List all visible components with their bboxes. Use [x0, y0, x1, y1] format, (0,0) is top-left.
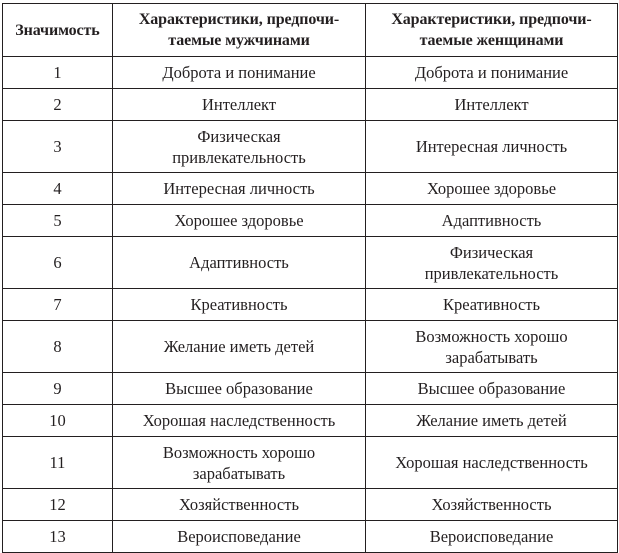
cell-women-line2: привлекательность: [424, 263, 559, 283]
cell-men-line2: зарабатывать: [192, 463, 286, 483]
cell-men: Интеллект: [113, 89, 366, 121]
cell-men: Креативность: [113, 289, 366, 321]
table-row: [3, 89, 618, 121]
cell-men: Адаптивность: [113, 237, 366, 289]
cell-women: [366, 321, 618, 373]
header-rank: Значимость: [3, 4, 113, 57]
cell-women: Адаптивность: [366, 205, 618, 237]
cell-women: Креативность: [366, 289, 618, 321]
cell-rank: 8: [3, 321, 113, 373]
cell-rank: 2: [3, 89, 113, 121]
cell-women: Доброта и понимание: [366, 57, 618, 89]
cell-rank: 11: [3, 437, 113, 489]
cell-men: Высшее образование: [113, 373, 366, 405]
cell-women: Желание иметь детей: [366, 405, 618, 437]
cell-men: Желание иметь детей: [113, 321, 366, 373]
cell-rank: 10: [3, 405, 113, 437]
cell-men-line1: Физическая: [197, 126, 281, 146]
table-row: [3, 205, 618, 237]
table-row: [3, 521, 618, 553]
cell-women: Интересная личность: [366, 121, 618, 173]
table-row: [3, 57, 618, 89]
cell-rank: 9: [3, 373, 113, 405]
header-women-line1: Характеристики, предпочи-: [391, 11, 592, 28]
cell-men-line1: Возможность хорошо: [162, 442, 316, 462]
cell-women-line1: Физическая: [449, 242, 534, 262]
preferences-table: [2, 3, 618, 553]
cell-rank: 3: [3, 121, 113, 173]
header-women-line2: таемые женщинами: [419, 32, 564, 49]
cell-rank: 13: [3, 521, 113, 553]
cell-women: Вероисповедание: [366, 521, 618, 553]
cell-rank: 6: [3, 237, 113, 289]
cell-women: Интеллект: [366, 89, 618, 121]
table-row: [3, 121, 618, 173]
table-row: [3, 437, 618, 489]
cell-women-line2: зарабатывать: [445, 347, 538, 367]
table-row: [3, 289, 618, 321]
header-men-line1: Характеристики, предпочи-: [138, 11, 340, 28]
cell-rank: 5: [3, 205, 113, 237]
table-row: [3, 489, 618, 521]
cell-rank: 4: [3, 173, 113, 205]
cell-men: Хорошее здоровье: [113, 205, 366, 237]
cell-men: Хозяйственность: [113, 489, 366, 521]
header-men: [113, 4, 366, 57]
header-men-line2: таемые мужчинами: [168, 32, 310, 49]
cell-men: Интересная личность: [113, 173, 366, 205]
table-row: [3, 321, 618, 373]
cell-women: Высшее образование: [366, 373, 618, 405]
cell-rank: 7: [3, 289, 113, 321]
cell-women: Хорошее здоровье: [366, 173, 618, 205]
cell-women: [366, 237, 618, 289]
cell-women: Хозяйственность: [366, 489, 618, 521]
cell-rank: 1: [3, 57, 113, 89]
cell-men-line2: привлекательность: [172, 147, 306, 167]
cell-men: [113, 437, 366, 489]
cell-men: Хорошая наследственность: [113, 405, 366, 437]
table-row: [3, 405, 618, 437]
cell-men: Вероисповедание: [113, 521, 366, 553]
cell-men: Доброта и понимание: [113, 57, 366, 89]
table-row: [3, 237, 618, 289]
cell-rank: 12: [3, 489, 113, 521]
table-row: [3, 373, 618, 405]
cell-women: Хорошая наследственность: [366, 437, 618, 489]
cell-women-line1: Возможность хорошо: [415, 326, 568, 346]
table-header-row: [3, 4, 618, 57]
header-women: [366, 4, 618, 57]
table-row: [3, 173, 618, 205]
cell-men: [113, 121, 366, 173]
